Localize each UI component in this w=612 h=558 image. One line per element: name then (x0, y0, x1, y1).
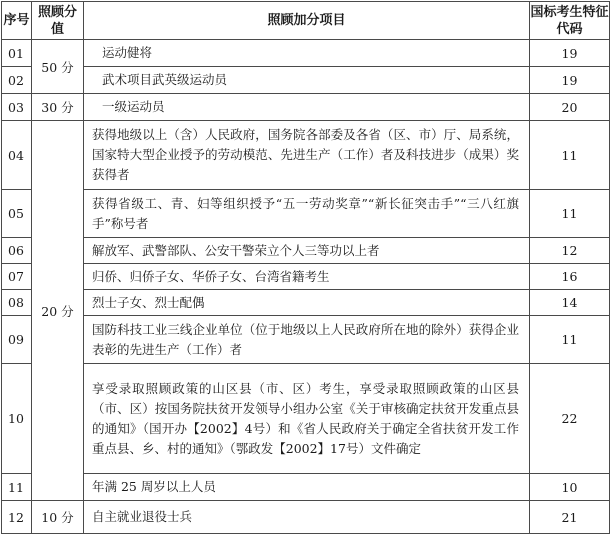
table-row (2, 121, 610, 190)
item-cell: 解放军、武警部队、公安干警荣立个人三等功以上者 (84, 238, 530, 264)
table-row (2, 316, 610, 364)
table-row (2, 501, 610, 534)
header-score: 照顾分值 (32, 2, 84, 40)
row-number: 08 (2, 290, 32, 316)
row-number: 10 (2, 364, 32, 474)
table-row (2, 40, 610, 67)
code-cell: 19 (530, 40, 610, 67)
bonus-points-table (1, 1, 610, 534)
header-seq: 序号 (2, 2, 32, 40)
code-cell: 11 (530, 121, 610, 190)
table-row (2, 290, 610, 316)
header-code: 国标考生特征代码 (530, 2, 610, 40)
code-cell: 16 (530, 264, 610, 290)
row-number: 07 (2, 264, 32, 290)
code-cell: 19 (530, 67, 610, 94)
row-number: 05 (2, 190, 32, 238)
item-cell: 获得地级以上（含）人民政府，国务院各部委及各省（区、市）厅、局系统，国家特大型企业授予的劳动模范、先进生产（工作）者及科技进步（成果）奖获得者 (84, 121, 530, 190)
code-cell: 10 (530, 474, 610, 501)
code-cell: 11 (530, 190, 610, 238)
header-item: 照顾加分项目 (84, 2, 530, 40)
row-number: 12 (2, 501, 32, 534)
table-header-row (2, 2, 610, 40)
item-cell: 获得省级工、青、妇等组织授予“五一劳动奖章”“新长征突击手”“三八红旗手”称号者 (84, 190, 530, 238)
row-number: 06 (2, 238, 32, 264)
code-cell: 21 (530, 501, 610, 534)
item-cell: 享受录取照顾政策的山区县（市、区）考生，享受录取照顾政策的山区县（市、区）按国务院扶贫开发领导小组办公室《关于审核确定扶贫开发重点县的通知》（国开办【2002】4号）和《省人民政府关于确定全省扶贫开发工作重点县、乡、村的通知》（鄂政发【2002】17号）文件确定 (84, 364, 530, 474)
row-number: 11 (2, 474, 32, 501)
table-row (2, 190, 610, 238)
code-cell: 22 (530, 364, 610, 474)
score-cell: 20 分 (32, 121, 84, 501)
table-row (2, 67, 610, 94)
item-cell: 一级运动员 (84, 94, 530, 121)
item-cell: 运动健将 (84, 40, 530, 67)
row-number: 02 (2, 67, 32, 94)
row-number: 03 (2, 94, 32, 121)
score-cell: 10 分 (32, 501, 84, 534)
item-cell: 年满 25 周岁以上人员 (84, 474, 530, 501)
item-cell: 归侨、归侨子女、华侨子女、台湾省籍考生 (84, 264, 530, 290)
table-row (2, 238, 610, 264)
table-row (2, 364, 610, 474)
code-cell: 11 (530, 316, 610, 364)
code-cell: 12 (530, 238, 610, 264)
item-cell: 烈士子女、烈士配偶 (84, 290, 530, 316)
row-number: 01 (2, 40, 32, 67)
row-number: 04 (2, 121, 32, 190)
score-cell: 50 分 (32, 40, 84, 94)
score-cell: 30 分 (32, 94, 84, 121)
table-row (2, 264, 610, 290)
code-cell: 20 (530, 94, 610, 121)
row-number: 09 (2, 316, 32, 364)
item-cell: 国防科技工业三线企业单位（位于地级以上人民政府所在地的除外）获得企业表彰的先进生产（工作）者 (84, 316, 530, 364)
table-row (2, 94, 610, 121)
item-cell: 武术项目武英级运动员 (84, 67, 530, 94)
table-row (2, 474, 610, 501)
code-cell: 14 (530, 290, 610, 316)
item-cell: 自主就业退役士兵 (84, 501, 530, 534)
